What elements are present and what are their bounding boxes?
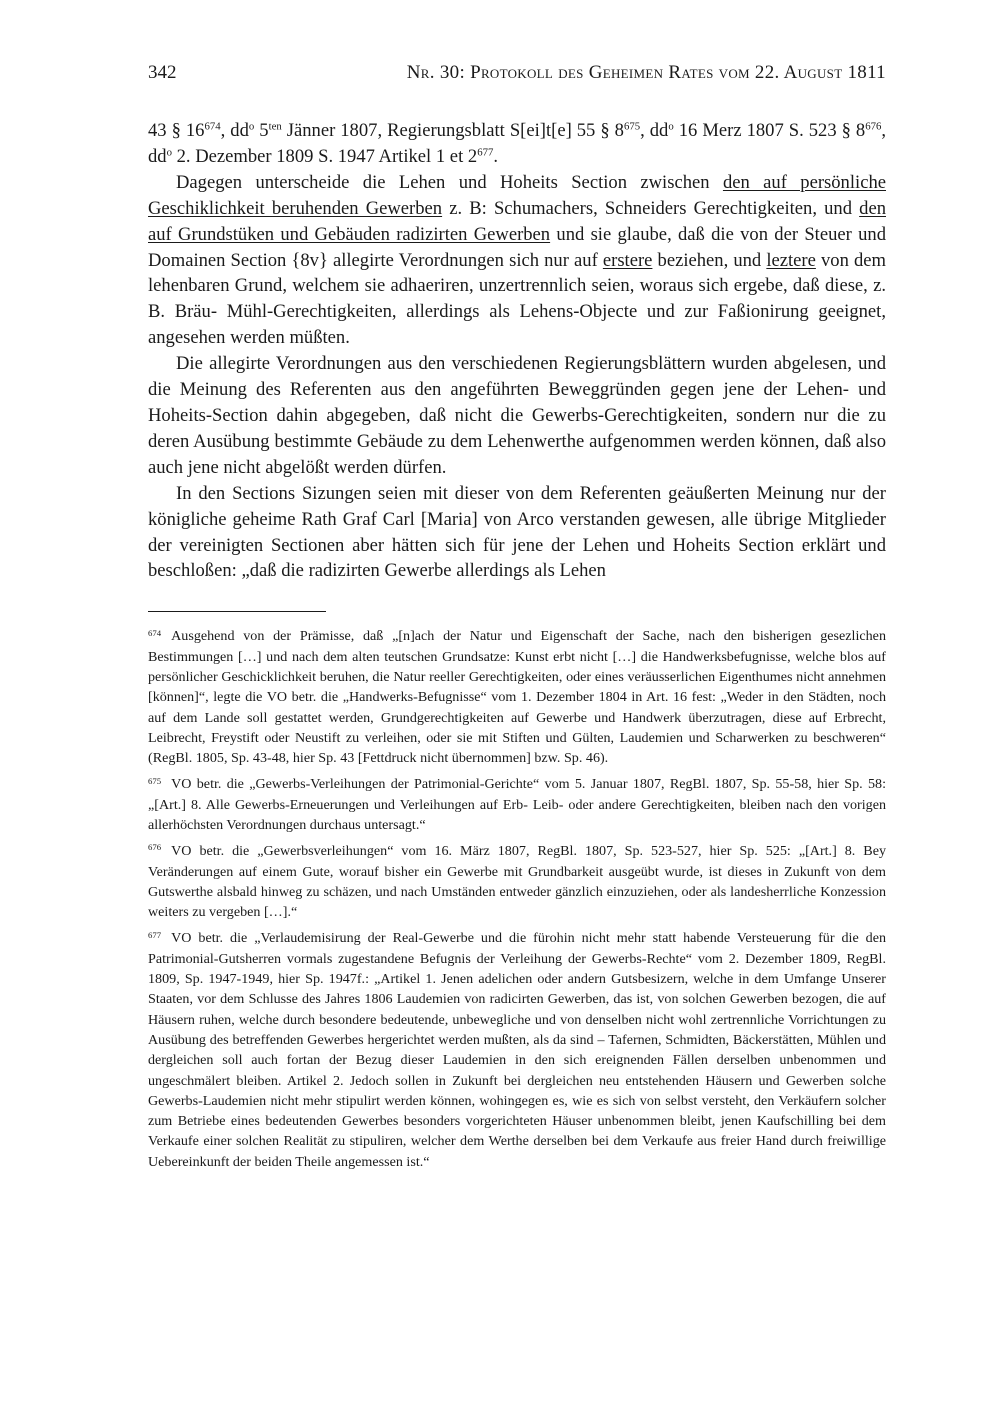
underlined-phrase: leztere — [766, 249, 816, 271]
paragraph-2 — [148, 170, 886, 351]
text-run: 5 — [254, 120, 269, 141]
footnote-text: Ausgehend von der Prämisse, daß „[n]ach der Natur und Eigenschaft der Sache, nach den bisherigen gesezlichen Bestimmungen […] und nach dem alten teutschen Grundsatze: Kunst erbt nicht […] die Handwerksbefugnisse, welche blos auf persönlicher Geschicklichkeit beruhen, die Natur reeller Gerechtigkeiten, oder eines veräusserlichen Eigenthumes nicht annehmen [können]“, legte die VO betr. die „Handwerks-Befugnisse“ vom 1. Dezember 1804 in Art. 16 fest: „Weder in den Städten, noch auf dem Lande soll gestattet werden, Grundgerechtigkeiten auf Gewerbe und Handwerk überzutragen, diese auf Erbrecht, Leibrecht, Freystift oder Neustift zu verleihen, oder sie mit Stiften und Gülten, Laudemien und Scharwerken zu beschweren“ (RegBl. 1805, Sp. 43-48, hier Sp. 43 [Fettdruck nicht übernommen] bzw. Sp. 46). — [148, 628, 886, 767]
superscript: o — [248, 120, 255, 133]
text-run: , dd — [640, 120, 669, 141]
footnote-text: VO betr. die „Verlaudemisirung der Real-Gewerbe und die fürohin nicht mehr statt habende Versteuerung für die den Patrimonial-Gutsherren vormals zugestandene Befugnis der Verleihung der Gewerbs-Rechte“ vom 2. Dezember 1809, RegBl. 1809, Sp. 1947-1949, hier Sp. 1947f.: „Artikel 1. Jenen adelichen oder andern Gutsbesizern, welche in dem Umfange Unserer Staaten, vor dem Schlusse des Jahres 1806 Laudemien von radicirten Gewerben, das ist, von solchen Gewerben bezogen, die auf Häusern ruhen, welche durch besondere bedeutende, unbewegliche und von denselben nicht wohl zertrennliche Vorrichtungen zu Ausübung des betreffenden Gewerbes hergerichtet werden mußten, als da sind – Tafernen, Schmidten, Bäckerstätten, Mühlen und dergleichen soll auch fortan der Bezug dieser Laudemien in den sich ereignenden Fällen derselben unbenommen und ungeschmälert bleiben. Artikel 2. Jedoch sollen in Zukunft bei dergleichen neu entstehenden Häusern und Gewerben solche Gewerbs-Laudemien nicht mehr stipulirt werden können, wohingegen es, wie es sich von selbst versteht, den Verkäufern solcher zum Betriebe eines bedeutenden Gewerbes besonders vorgerichteten Häuser unbenommen bleibt, jenen Kaufschilling bei dem Verkaufe einer solchen Realität zu stipuliren, welcher dem Werthe derselben bei dem Verkaufe aus freier Hand durch freiwillige Uebereinkunft der beiden Theile angemessen ist.“ — [148, 930, 886, 1170]
text-run: 43 § 16 — [148, 120, 205, 141]
text-run: Dagegen unterscheide die Lehen und Hoheits Section zwischen — [176, 171, 723, 193]
footnote-ref-676[interactable]: 676 — [865, 120, 882, 133]
text-run: und sie glaube, daß die von der Steuer und Domainen Section {8v} allegirte Verordnungen sich nur auf — [148, 223, 886, 271]
text-run: . — [493, 145, 498, 167]
footnote-674 — [148, 626, 886, 768]
paragraph-4: In den Sections Sizungen seien mit dieser von dem Referenten geäußerten Meinung nur der königliche geheime Rath Graf Carl [Maria] von Arco verstanden gewesen, alle übrige Mitglieder der vereinigten Sectionen aber hätten sich für jene der Lehen und Hoheits Section erklärt und beschloßen: „daß die radizirten Gewerbe allerdings als Lehen — [148, 482, 886, 582]
footnote-677 — [148, 928, 886, 1172]
underlined-phrase: den auf Grundstüken und Gebäuden radizirten Gewerben — [148, 197, 886, 245]
paragraph-3: Die allegirte Verordnungen aus den verschiedenen Regierungsblättern wurden abgelesen, und die Meinung des Referenten aus den angeführten Beweggründen gegen jene der Lehen- und Hoheits-Section dahin abgegeben, daß nicht die Gewerbs-Gerechtigkeiten, sondern nur die zu deren Ausübung bestimmte Gebäude zu dem Lehenwerthe aufgenommen werden können, daß also auch jene nicht abgelößt werden dürfen. — [148, 353, 886, 478]
footnote-number: 677 — [148, 929, 162, 940]
text-run: beziehen, und — [652, 249, 767, 271]
paragraph-1 — [148, 118, 886, 170]
text-run: , dd — [148, 120, 887, 167]
text-run: 16 Merz 1807 S. 523 § 8 — [673, 120, 866, 141]
superscript: ten — [268, 120, 282, 133]
superscript: o — [668, 120, 674, 133]
footnotes — [148, 626, 886, 1172]
underlined-phrase: den auf persönliche Geschiklichkeit beruhenden Gewerben — [148, 171, 886, 219]
text-run: z. B: Schumachers, Schneiders Gerechtigkeiten, und — [442, 197, 860, 219]
footnote-text: VO betr. die „Gewerbsverleihungen“ vom 16. März 1807, RegBl. 1807, Sp. 523-527, hier Sp. 525: „[Art.] 8. Bey Veränderungen auf einem Gute, worauf bisher ein Gewerbe mit Grundbarkeit ausgeübt wurde, ist dieses in Zukunft von dem Gutswerthe alsbald hinweg zu schäzen, und nach Umständen entweder gänzlich einzuziehen, oder als landesherrliche Konzession weiters zu vergeben […].“ — [148, 843, 886, 921]
footnote-separator — [148, 611, 326, 612]
text-run: , dd — [220, 120, 249, 141]
text-run: 2. Dezember 1809 S. 1947 Artikel 1 et 2 — [171, 145, 478, 167]
footnote-676 — [148, 841, 886, 922]
running-title: Nr. 30: Protokoll des Geheimen Rates vom 22. August 1811 — [406, 62, 886, 83]
footnote-ref-674[interactable]: 674 — [204, 120, 221, 133]
underlined-phrase: erstere — [602, 249, 653, 271]
footnote-number: 674 — [148, 627, 162, 638]
main-text — [148, 118, 886, 584]
page — [148, 62, 886, 1178]
footnote-text: VO betr. die „Gewerbs-Verleihungen der Patrimonial-Gerichte“ vom 5. Januar 1807, RegBl. 1807, Sp. 55-58, hier Sp. 58: „[Art.] 8. Alle Gewerbs-Erneuerungen und Verleihungen auf Erb- Leib- oder andere Gerechtigkeiten, bleiben nach den vorigen allerhöchsten Verordnungen durchaus untersagt.“ — [148, 776, 886, 833]
footnote-ref-677[interactable]: 677 — [477, 146, 494, 159]
footnote-675 — [148, 774, 886, 835]
running-header — [148, 62, 886, 88]
superscript: o — [166, 146, 172, 159]
footnote-number: 675 — [148, 775, 162, 786]
footnote-number: 676 — [148, 842, 162, 853]
footnote-ref-675[interactable]: 675 — [623, 120, 641, 133]
page-number: 342 — [148, 62, 177, 83]
text-run: Jänner 1807, Regierungsblatt S[ei]t[e] 55 § 8 — [281, 120, 624, 141]
text-run: von dem lehenbaren Grund, welchem sie adhaeriren, unzertrennlich seien, woraus sich ergebe, daß diese, z. B. Bräu- Mühl-Gerechtigkeiten, allerdings als Lehens-Objecte und zur Faßionirung geeignet, angesehen werden müßten. — [148, 249, 886, 349]
